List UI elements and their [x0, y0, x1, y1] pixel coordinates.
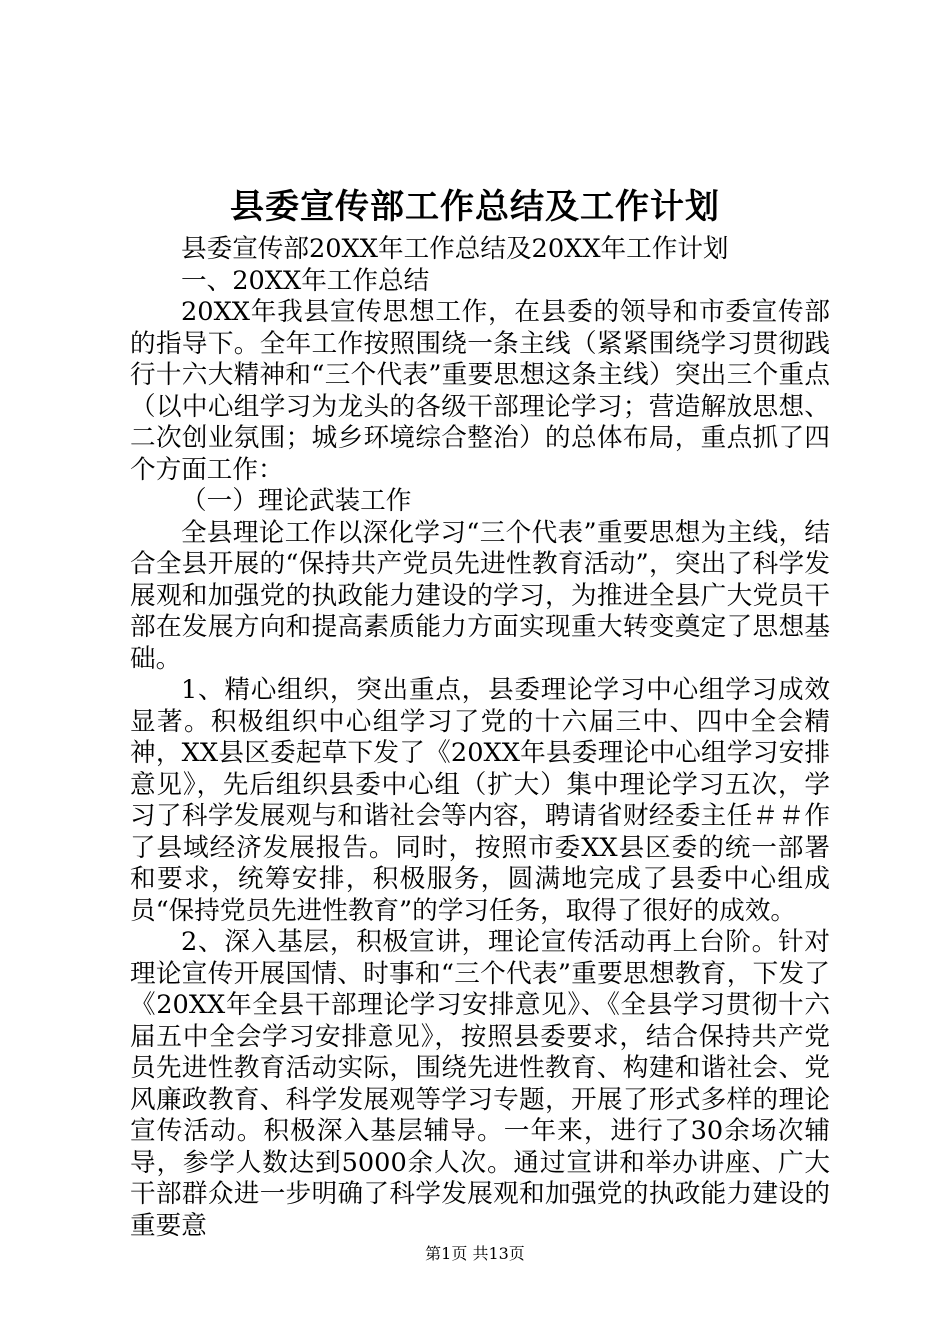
body-paragraph: 2、深入基层，积极宣讲，理论宣传活动再上台阶。针对理论宣传开展国情、时事和“三个代表”重要思想教育，下发了《20XX年全县干部理论学习安排意见》、《全县学习贯彻十六届五中全会学习安排意见》，按照县委要求，结合保持共产党员先进性教育活动实际，围绕先进性教育、构建和谐社会、党风廉政教育、科学发展观等学习专题，开展了形式多样的理论宣传活动。积极深入基层辅导。一年来，进行了30余场次辅导，参学人数达到5000余人次。通过宣讲和举办讲座、广大干部群众进一步明确了科学发展观和加强党的执政能力建设的重要意 [130, 927, 830, 1241]
document-body [130, 234, 830, 1242]
subsection-heading: （一）理论武装工作 [181, 486, 412, 516]
section-heading: 一、20XX年工作总结 [181, 265, 430, 296]
page-number-footer: 第1页 共13页 [425, 1244, 525, 1263]
body-paragraph: 20XX年我县宣传思想工作，在县委的领导和市委宣传部的指导下。全年工作按照围绕一条主线（紧紧围绕学习贯彻践行十六大精神和“三个代表”重要思想这条主线）突出三个重点（以中心组学习为龙头的各级干部理论学习；营造解放思想、二次创业氛围；城乡环境综合整治）的总体布局，重点抓了四个方面工作： [130, 297, 830, 485]
body-paragraph: 1、精心组织，突出重点，县委理论学习中心组学习成效显著。积极组织中心组学习了党的十六届三中、四中全会精神，XX县区委起草下发了《20XX年县委理论中心组学习安排意见》，先后组织县委中心组（扩大）集中理论学习五次，学习了科学发展观与和谐社会等内容，聘请省财经委主任＃＃作了县域经济发展报告。同时，按照市委XX县区委的统一部署和要求，统筹安排，积极服务，圆满地完成了县委中心组成员“保持党员先进性教育”的学习任务，取得了很好的成效。 [130, 675, 830, 926]
document-title: 县委宣传部工作总结及工作计划 [230, 187, 720, 227]
body-paragraph: 全县理论工作以深化学习“三个代表”重要思想为主线，结合全县开展的“保持共产党员先进性教育活动”，突出了科学发展观和加强党的执政能力建设的学习，为推进全县广大党员干部在发展方向和提高素质能力方面实现重大转变奠定了思想基础。 [130, 517, 830, 674]
subtitle-paragraph: 县委宣传部20XX年工作总结及20XX年工作计划 [181, 234, 729, 264]
